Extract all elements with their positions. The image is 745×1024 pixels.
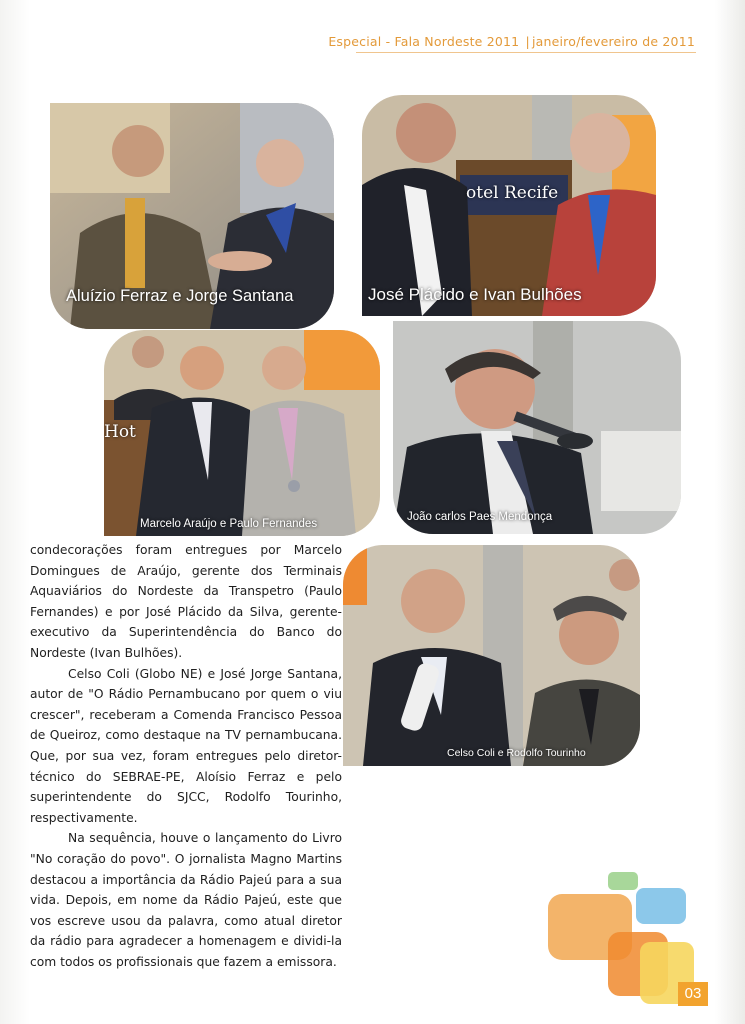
- photo-image: [104, 330, 380, 536]
- article-paragraph: Na sequência, houve o lançamento do Livro "No coração do povo". O jornalista Magno Martins destacou a importância da Rádio Pajeú para a sua vida. Depois, em nome da Rádio Pajeú, este que vos escreve usou da palavra, como atual diretor da rádio para agradecer a homenagem e dividi-la com todos os profissionais que fazem a emissora.: [30, 831, 342, 969]
- photo-jose-ivan: [362, 95, 656, 316]
- photo-caption: José Plácido e Ivan Bulhões: [368, 285, 582, 304]
- photo-marcelo-paulo: [104, 330, 380, 536]
- photo-caption: João carlos Paes Mendonça: [407, 511, 553, 523]
- photo-image: [362, 95, 656, 316]
- header-separator: |: [525, 34, 530, 49]
- podium-sign: Hot: [104, 422, 136, 442]
- article-paragraph: Celso Coli (Globo NE) e José Jorge Santana, autor de "O Rádio Pernambucano por quem o viu crescer", receberam a Comenda Francisco Pessoa de Queiroz, como destaque na TV pernambucana. Que, por sua vez, foram entregues pelo diretor-técnico do SEBRAE-PE, Aloísio Ferraz e pelo superintendente do SJCC, Rodolfo Tourinho, respectivamente.: [30, 666, 342, 825]
- page-number: 03: [678, 982, 708, 1006]
- photo-image: [343, 545, 640, 766]
- photo-joao-carlos: [393, 321, 681, 534]
- photo-celso-rodolfo: [343, 545, 640, 766]
- article-body: [30, 540, 342, 972]
- header-date: janeiro/fevereiro de 2011: [531, 34, 695, 49]
- header-section-title: Especial - Fala Nordeste 2011: [328, 34, 520, 49]
- photo-image: [393, 321, 681, 534]
- photo-caption: Marcelo Araújo e Paulo Fernandes: [140, 518, 318, 530]
- photo-aluizio-jorge: [50, 103, 334, 329]
- header-rule: [356, 52, 696, 53]
- podium-sign: otel Recife: [466, 183, 559, 203]
- photo-caption: Celso Coli e Rodolfo Tourinho: [447, 747, 586, 759]
- photo-caption: Aluízio Ferraz e Jorge Santana: [66, 287, 294, 305]
- page-header: [328, 34, 695, 49]
- article-paragraph: condecorações foram entregues por Marcelo Domingues de Araújo, gerente dos Terminais Aquaviários do Nordeste da Transpetro (Paulo Fernandes) e por José Plácido da Silva, gerente-executivo da Superintendência do Banco do Nordeste (Ivan Bulhões).: [30, 543, 342, 660]
